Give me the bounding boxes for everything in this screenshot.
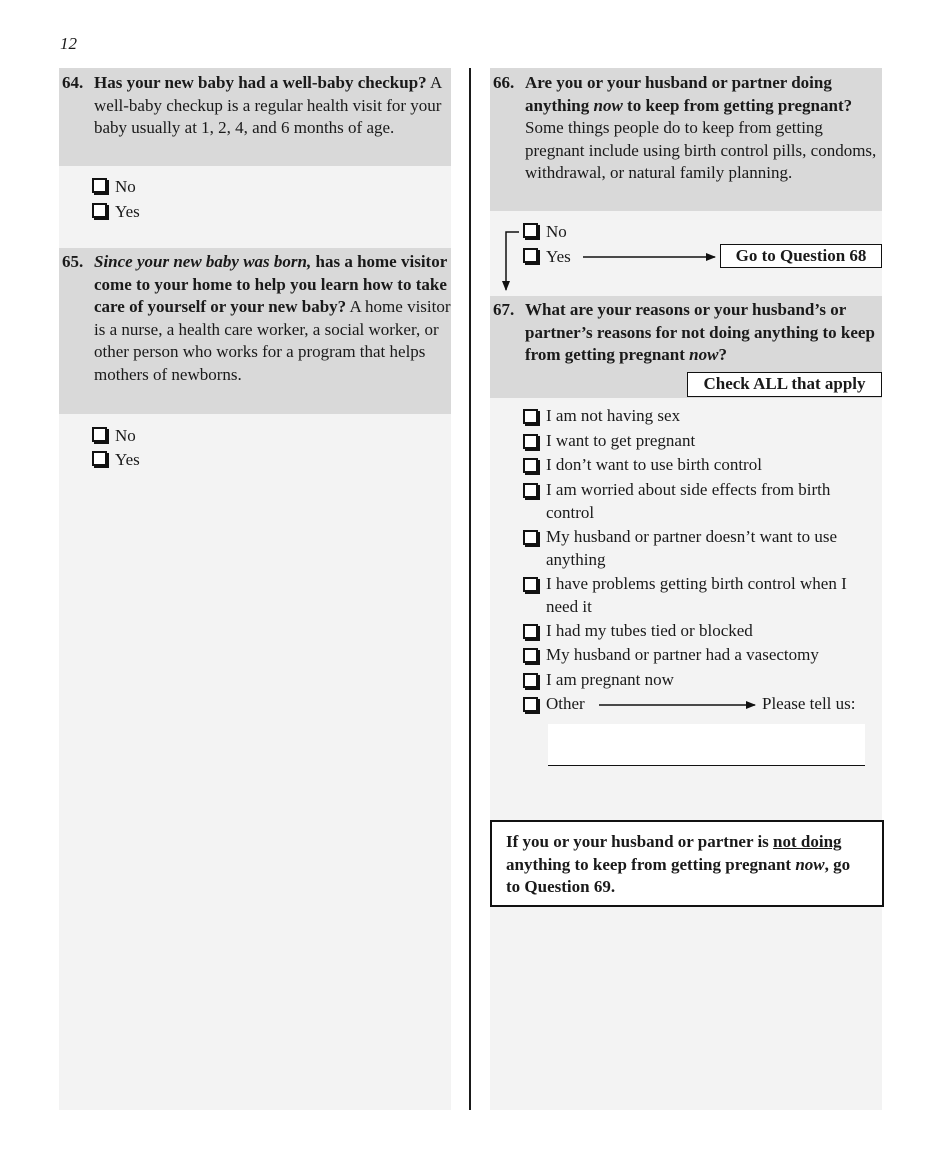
question-64-description: A well-baby checkup is a regular health visit for your baby usually at 1, 2, 4, and 6 months of age. [94,73,442,138]
option-label: I am worried about side effects from birth control [546,480,831,522]
question-65-number: 65. [62,252,84,271]
q67-option-pregnant-now[interactable] [523,669,873,692]
option-label: No [115,426,136,445]
checkbox[interactable] [92,427,107,442]
question-65-text [94,251,451,387]
checkbox[interactable] [92,178,107,193]
q67-option-no-birth-control[interactable] [523,454,873,477]
q64-option-yes[interactable] [92,201,140,223]
checkbox[interactable] [523,248,538,263]
option-label: I had my tubes tied or blocked [546,621,753,640]
q65-option-yes[interactable] [92,449,140,471]
question-66-text [525,72,882,185]
note-text-1: If you or your husband or partner is [506,832,774,851]
note-italic: now [795,854,825,874]
question-66-emphasis: now [593,95,623,115]
question-67-number: 67. [493,300,515,319]
checkbox[interactable] [523,624,538,639]
q67-option-partner-doesnt-want[interactable] [523,526,873,571]
question-67-text [525,299,882,367]
question-66 [490,68,882,211]
checkbox[interactable] [523,530,538,545]
question-67-emphasis: now [689,345,719,365]
question-66-prompt-a: Are you or your husband or partner doing anything [525,73,832,115]
check-all-that-apply-box: Check ALL that apply [687,372,882,397]
q65-option-no[interactable] [92,425,136,447]
q67-option-not-having-sex[interactable] [523,405,873,428]
option-label: I don’t want to use birth control [546,455,762,474]
option-label: I am not having sex [546,406,681,425]
checkbox[interactable] [523,697,538,712]
checkbox[interactable] [523,458,538,473]
q64-option-no[interactable] [92,176,136,198]
question-64 [59,68,451,166]
checkbox[interactable] [523,409,538,424]
question-66-number: 66. [493,73,515,92]
q67-option-vasectomy[interactable] [523,644,873,667]
left-column [59,68,451,1110]
question-67-prompt-b: ? [718,345,727,365]
question-66-description: Some things people do to keep from getting pregnant include using birth control pills, condoms, withdrawal, or natural family planning. [525,118,877,183]
question-66-prompt-b: to keep from getting pregnant? [622,95,853,115]
option-label: Other [546,694,585,713]
question-67-prompt-a: What are your reasons or your husband’s or partner’s reasons for not doing anything to keep from getting pregnant [525,300,875,365]
q67-option-want-pregnant[interactable] [523,430,873,453]
question-65 [59,248,451,414]
option-label: Yes [115,202,140,221]
goto-question-68-box: Go to Question 68 [720,244,882,268]
q67-option-tubes-tied[interactable] [523,620,873,643]
column-divider [469,68,471,1110]
other-reason-input[interactable] [548,724,865,766]
option-label: I want to get pregnant [546,431,696,450]
checkbox[interactable] [523,577,538,592]
option-label: I have problems getting birth control when I need it [546,574,847,616]
q67-option-side-effects[interactable] [523,479,873,524]
question-65-qualifier: Since your new baby was born, [94,252,312,271]
page-number: 12 [60,34,77,53]
q66-option-yes[interactable] [523,246,571,268]
question-65-prompt: has a home visitor come to your home to help you learn how to take care of yourself or your new baby? [94,252,447,317]
checkbox[interactable] [92,451,107,466]
option-label: Yes [115,450,140,469]
option-label: My husband or partner doesn’t want to use anything [546,527,837,569]
option-label: My husband or partner had a vasectomy [546,645,819,664]
question-65-description: A home visitor is a nurse, a health care worker, a social worker, or other person who works for a program that helps mothers of newborns. [94,297,451,384]
checkbox[interactable] [92,203,107,218]
note-text-3: , go to Question 69. [506,854,851,897]
q67-option-other[interactable] [523,693,623,716]
checkbox[interactable] [523,483,538,498]
please-tell-us-label: Please tell us: [762,694,856,713]
option-label: I am pregnant now [546,670,674,689]
question-64-number: 64. [62,73,84,92]
checkbox[interactable] [523,223,538,238]
checkbox[interactable] [523,434,538,449]
option-label: No [115,177,136,196]
note-text-2: anything to keep from getting pregnant [506,854,796,874]
option-label: No [546,222,567,241]
checkbox[interactable] [523,673,538,688]
q67-option-problems-getting[interactable] [523,573,873,618]
checkbox[interactable] [523,648,538,663]
skip-instruction-box [490,820,884,907]
note-underlined: not doing [773,832,842,851]
q66-option-no[interactable] [523,221,567,243]
option-label: Yes [546,247,571,266]
question-64-text [94,72,451,140]
question-64-prompt: Has your new baby had a well-baby checkup? [94,73,427,92]
